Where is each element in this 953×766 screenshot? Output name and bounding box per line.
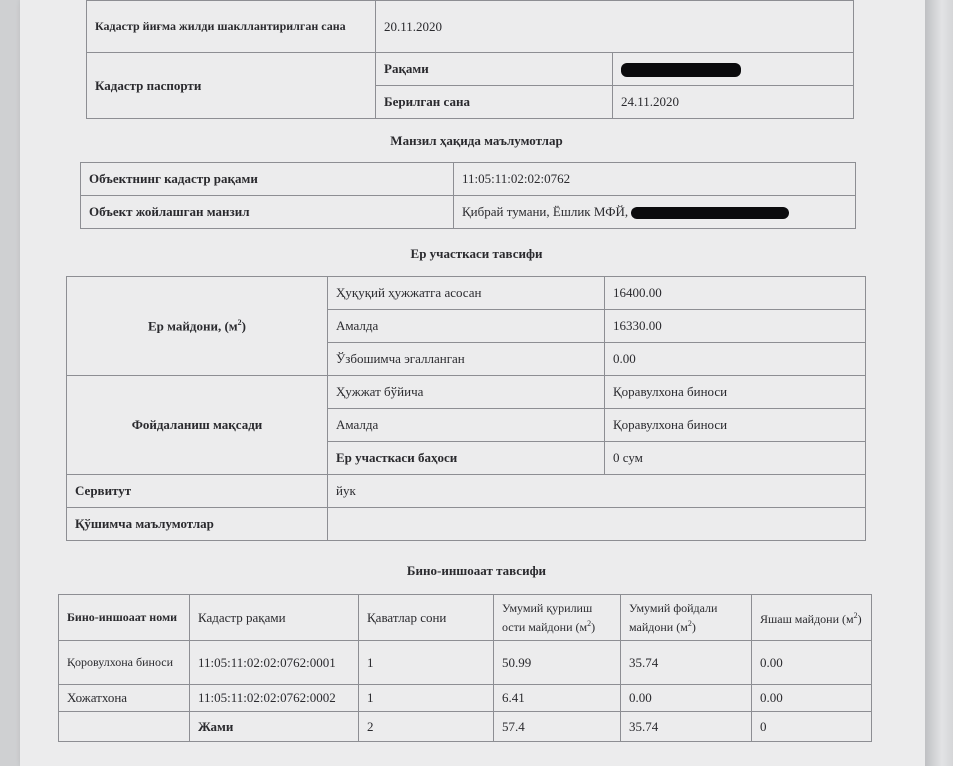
header-living-area-sup: 2 <box>853 611 858 620</box>
building-built-area: 50.99 <box>494 641 621 685</box>
header-built-area-sup: 2 <box>587 618 592 628</box>
passport-number-label: Рақами <box>376 53 613 86</box>
header-useful-area <box>621 595 752 641</box>
header-built-area <box>494 595 621 641</box>
object-address-value <box>454 196 856 229</box>
purpose-actual-label: Амалда <box>328 409 605 442</box>
header-built-area-close: ) <box>591 619 596 634</box>
address-table <box>80 162 856 229</box>
building-built-area: 6.41 <box>494 685 621 712</box>
area-label <box>67 277 328 376</box>
header-useful-area-close: ) <box>691 619 696 634</box>
land-table <box>66 276 866 541</box>
total-floors: 2 <box>359 712 494 742</box>
object-address-label: Объект жойлашган манзил <box>81 196 454 229</box>
valuation-label: Ер участкаси баҳоси <box>328 442 605 475</box>
building-cadastre: 11:05:11:02:02:0762:0001 <box>190 641 359 685</box>
area-label-sup: 2 <box>237 317 242 327</box>
table-row <box>59 641 872 685</box>
total-label: Жами <box>190 712 359 742</box>
servitude-label: Сервитут <box>67 475 328 508</box>
total-built-area: 57.4 <box>494 712 621 742</box>
passport-label: Кадастр паспорти <box>87 53 376 119</box>
building-living-area: 0.00 <box>752 685 872 712</box>
object-address-text: Қибрай тумани, Ёшлик МФЙ, <box>462 204 629 219</box>
object-cadastre-value: 11:05:11:02:02:0762 <box>454 163 856 196</box>
total-living-area: 0 <box>752 712 872 742</box>
buildings-table <box>58 594 872 742</box>
area-legal-label: Ҳуқуқий ҳужжатга асосан <box>328 277 605 310</box>
total-empty-cell <box>59 712 190 742</box>
servitude-value: йук <box>328 475 866 508</box>
address-section-title: Манзил ҳақида маълумотлар <box>390 133 563 148</box>
area-label-text: Ер майдони, (м <box>148 318 238 334</box>
redaction-mark <box>631 207 789 219</box>
object-cadastre-label: Объектнинг кадастр рақами <box>81 163 454 196</box>
passport-number-value <box>613 53 854 86</box>
building-name: Қоровулхона биноси <box>59 641 190 685</box>
extra-info-label: Қўшимча маълумотлар <box>67 508 328 541</box>
header-living-area-text: Яшаш майдони (м <box>760 612 854 626</box>
area-actual-value: 16330.00 <box>605 310 866 343</box>
total-row <box>59 712 872 742</box>
header-useful-area-sup: 2 <box>687 618 692 628</box>
issued-date-value: 24.11.2020 <box>613 86 854 119</box>
purpose-document-value: Қоравулхона биноси <box>605 376 866 409</box>
land-section-title: Ер участкаси тавсифи <box>410 246 543 261</box>
header-useful-area-text: Умумий фойдали майдони (м <box>629 600 718 634</box>
header-building-name: Бино-иншоаат номи <box>59 595 190 641</box>
building-floors: 1 <box>359 685 494 712</box>
area-legal-value: 16400.00 <box>605 277 866 310</box>
header-built-area-text: Умумий қурилиш ости майдони (м <box>502 600 593 634</box>
building-useful-area: 0.00 <box>621 685 752 712</box>
cadastre-header-table <box>86 0 854 119</box>
building-name: Хожатхона <box>59 685 190 712</box>
page-shadow-edge <box>925 0 953 766</box>
building-cadastre: 11:05:11:02:02:0762:0002 <box>190 685 359 712</box>
total-useful-area: 35.74 <box>621 712 752 742</box>
area-label-tail: ) <box>241 318 246 334</box>
purpose-actual-value: Қоравулхона биноси <box>605 409 866 442</box>
building-floors: 1 <box>359 641 494 685</box>
header-cadastre: Кадастр рақами <box>190 595 359 641</box>
compiled-date-label: Кадастр йиғма жилди шакллантирилган сана <box>87 1 376 53</box>
header-floors: Қаватлар сони <box>359 595 494 641</box>
area-seized-value: 0.00 <box>605 343 866 376</box>
header-living-area-close: ) <box>857 612 862 626</box>
valuation-value: 0 сум <box>605 442 866 475</box>
building-useful-area: 35.74 <box>621 641 752 685</box>
purpose-document-label: Ҳужжат бўйича <box>328 376 605 409</box>
compiled-date-value: 20.11.2020 <box>376 1 854 53</box>
table-row <box>59 685 872 712</box>
purpose-label: Фойдаланиш мақсади <box>67 376 328 475</box>
issued-date-label: Берилган сана <box>376 86 613 119</box>
redaction-mark <box>621 63 741 77</box>
building-section-title: Бино-иншоаат тавсифи <box>406 563 547 578</box>
building-living-area: 0.00 <box>752 641 872 685</box>
extra-info-value <box>328 508 866 541</box>
area-seized-label: Ўзбошимча эгалланган <box>328 343 605 376</box>
area-actual-label: Амалда <box>328 310 605 343</box>
header-living-area <box>752 595 872 641</box>
